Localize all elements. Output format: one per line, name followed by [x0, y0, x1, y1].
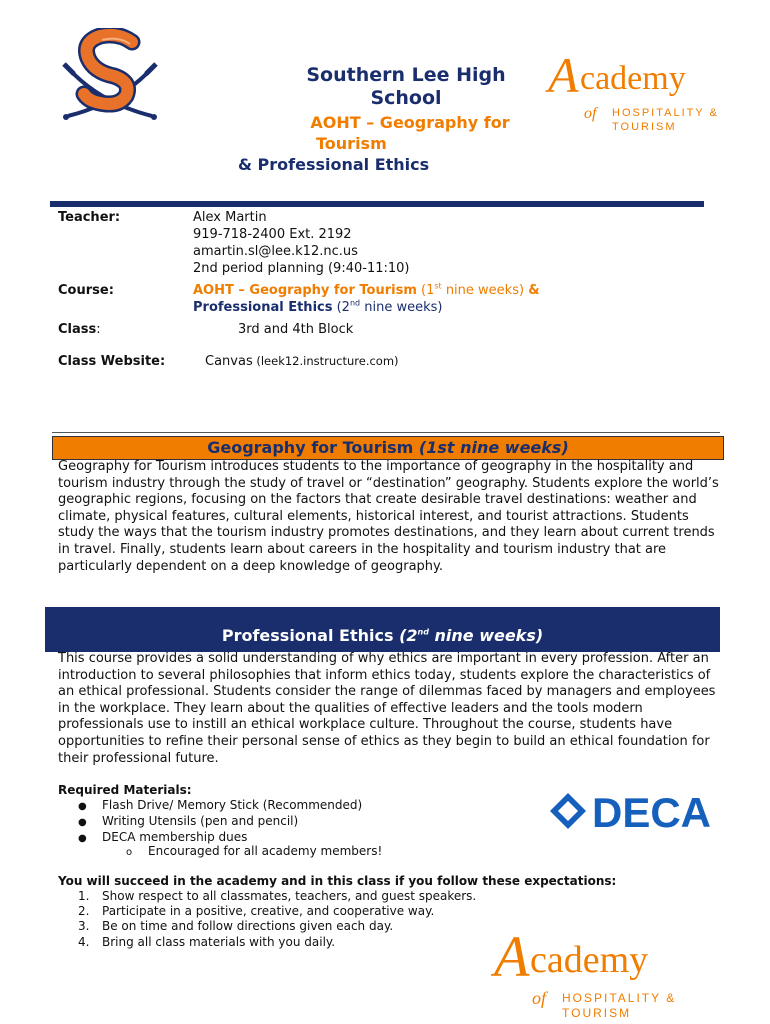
- course-part1-paren: (1st nine weeks): [416, 281, 529, 298]
- list-item: 1. Show respect to all classmates, teachers, and guest speakers.: [78, 889, 477, 903]
- list-item: ● Writing Utensils (pen and pencil): [78, 814, 299, 829]
- website-label: Class Website:: [58, 354, 166, 369]
- list-item: ● Flash Drive/ Memory Stick (Recommended): [78, 798, 363, 812]
- course-title-line1: AOHT – Geography for: [310, 113, 510, 132]
- teacher-planning: 2nd period planning (9:40-11:10): [193, 261, 410, 276]
- materials-sub-item: o Encouraged for all academy members!: [126, 844, 383, 858]
- academy-logo-of: of: [532, 988, 547, 1008]
- section-divider: [52, 432, 720, 433]
- course-label: Course:: [58, 283, 114, 298]
- website-url[interactable]: (leek12.instructure.com): [252, 354, 399, 368]
- school-s-logo-icon: [60, 28, 160, 126]
- teacher-label: Teacher:: [58, 210, 121, 225]
- academy-logo-A: A: [548, 47, 579, 103]
- academy-logo-line2: TOURISM: [612, 121, 677, 133]
- materials-title: Required Materials:: [58, 783, 192, 797]
- header-divider: [50, 201, 704, 207]
- deca-logo-text: DECA: [592, 789, 712, 833]
- teacher-name: Alex Martin: [193, 210, 267, 225]
- academy-logo-A: A: [494, 924, 530, 989]
- course-info: [193, 282, 540, 316]
- academy-logo-line2: TOURISM: [562, 1006, 632, 1020]
- class-label: Class:: [58, 322, 101, 337]
- academy-hospitality-tourism-logo: [540, 44, 730, 134]
- list-item: 3. Be on time and follow directions given each day.: [78, 919, 394, 934]
- course-part2: Professional Ethics: [193, 300, 333, 315]
- course-title-line3: & Professional Ethics: [238, 155, 430, 174]
- course-part2-paren: (2nd nine weeks): [332, 298, 443, 315]
- list-item: ● DECA membership dues: [78, 830, 248, 845]
- academy-logo-word: cademy: [530, 939, 649, 981]
- ethics-section-banner: Professional Ethics (2nd nine weeks): [45, 607, 720, 652]
- materials-list: [78, 798, 362, 847]
- ethics-description: This course provides a solid understanding of why ethics are important in every profession. After an introduction to several philosophies that inform ethics today, students explore the characteristics of an ethical professional. Students consider the range of dilemmas faced by managers and employees in the workplace. They learn about the qualities of effective leaders and the tools modern professionals use to instill an ethical workplace culture. Throughout the course, students have opportunities to refine their personal sense of ethics as they begin to build an ethical foundation for their professional future.: [58, 651, 716, 766]
- class-value: 3rd and 4th Block: [238, 322, 354, 337]
- list-item: 2. Participate in a positive, creative, and cooperative way.: [78, 904, 435, 919]
- academy-logo-of: of: [584, 105, 597, 122]
- academy-logo-line1: HOSPITALITY &: [612, 107, 719, 119]
- teacher-email[interactable]: amartin.sl@lee.k12.nc.us: [193, 244, 358, 259]
- course-ampersand: &: [528, 283, 540, 298]
- teacher-info: [193, 209, 409, 277]
- academy-logo-line1: HOSPITALITY &: [562, 991, 677, 1005]
- geography-description: Geography for Tourism introduces students to the importance of geography in the hospitality and tourism industry through the study of travel or “destination” geography. Students explore the world’s geographic regions, focusing on the factors that create desirable travel destinations: weather and climate, physical features, cultural elements, historical interest, and tourist attractions. Students study the ways that the tourism industry promotes destinations, and they learn about current trends in travel. Finally, students learn about careers in the hospitality and tourism industry that are particularly dependent on a deep knowledge of geography.: [58, 459, 719, 574]
- website-value[interactable]: Canvas (leek12.instructure.com): [205, 354, 399, 369]
- academy-hospitality-tourism-logo-bottom: [488, 920, 688, 1020]
- geography-section-banner: Geography for Tourism (1st nine weeks): [52, 436, 724, 460]
- teacher-phone: 919-718-2400 Ext. 2192: [193, 227, 352, 242]
- list-item: 4. Bring all class materials with you daily.: [78, 934, 336, 949]
- course-title: [238, 112, 550, 175]
- academy-logo-word: cademy: [580, 60, 686, 97]
- school-name: Southern Lee High School: [306, 64, 506, 109]
- expectations-list: [78, 889, 476, 950]
- course-part1: AOHT – Geography for Tourism: [193, 283, 417, 298]
- expectations-title: You will succeed in the academy and in this class if you follow these expectations:: [58, 874, 617, 888]
- course-title-line2: Tourism: [316, 134, 387, 153]
- deca-logo: [548, 789, 728, 833]
